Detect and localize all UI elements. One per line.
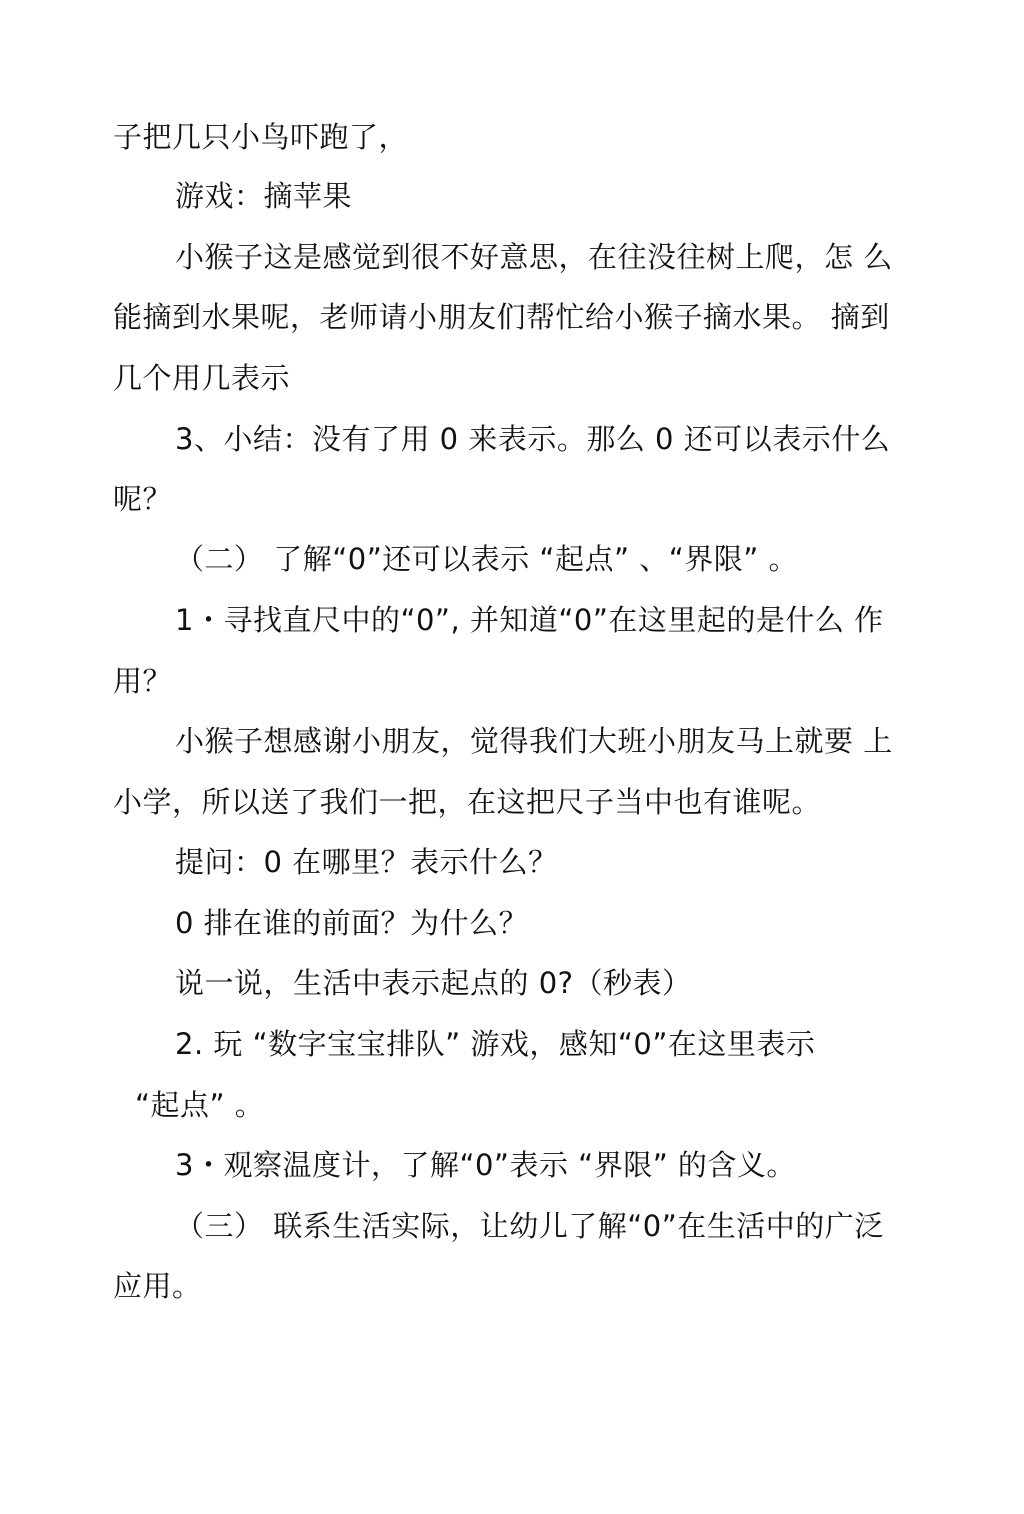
text-line-17: “起点” 。 <box>135 1088 265 1122</box>
text-line-3: 小猴子这是感觉到很不好意思，在往没往树上爬，怎 么 <box>175 240 893 274</box>
text-line-11: 小猴子想感谢小朋友，觉得我们大班小朋友马上就要 上 <box>175 724 893 758</box>
text-line-20: 应用。 <box>113 1269 202 1303</box>
text-line-15: 说一说，生活中表示起点的 0?（秒表） <box>175 966 692 1000</box>
text-line-18: 3・观察温度计，了解“0”表示 “界限” 的含义。 <box>175 1148 796 1182</box>
text-line-12: 小学，所以送了我们一把，在这把尺子当中也有谁呢。 <box>113 785 822 819</box>
text-line-8: （二） 了解“0”还可以表示 “起点” 、“界限” 。 <box>175 542 798 576</box>
text-line-9: 1・寻找直尺中的“0”, 并知道“0”在这里起的是什么 作 <box>175 603 884 637</box>
text-line-6: 3、小结：没有了用 0 来表示。那么 0 还可以表示什么 <box>175 422 891 456</box>
text-line-14: 0 排在谁的前面？为什么？ <box>175 906 529 940</box>
text-line-19: （三） 联系生活实际，让幼儿了解“0”在生活中的广泛 <box>175 1209 884 1243</box>
text-line-5: 几个用几表示 <box>113 361 291 395</box>
text-line-2: 游戏：摘苹果 <box>175 179 353 213</box>
text-line-13: 提问：0 在哪里？表示什么？ <box>175 845 558 879</box>
text-line-7: 呢？ <box>113 482 173 516</box>
text-line-16: 2. 玩 “数字宝宝排队” 游戏，感知“0”在这里表示 <box>175 1027 816 1061</box>
text-line-4: 能摘到水果呢，老师请小朋友们帮忙给小猴子摘水果。 摘到 <box>113 300 890 334</box>
text-line-10: 用？ <box>113 664 173 698</box>
text-line-1: 子把几只小鸟吓跑了， <box>113 120 409 154</box>
